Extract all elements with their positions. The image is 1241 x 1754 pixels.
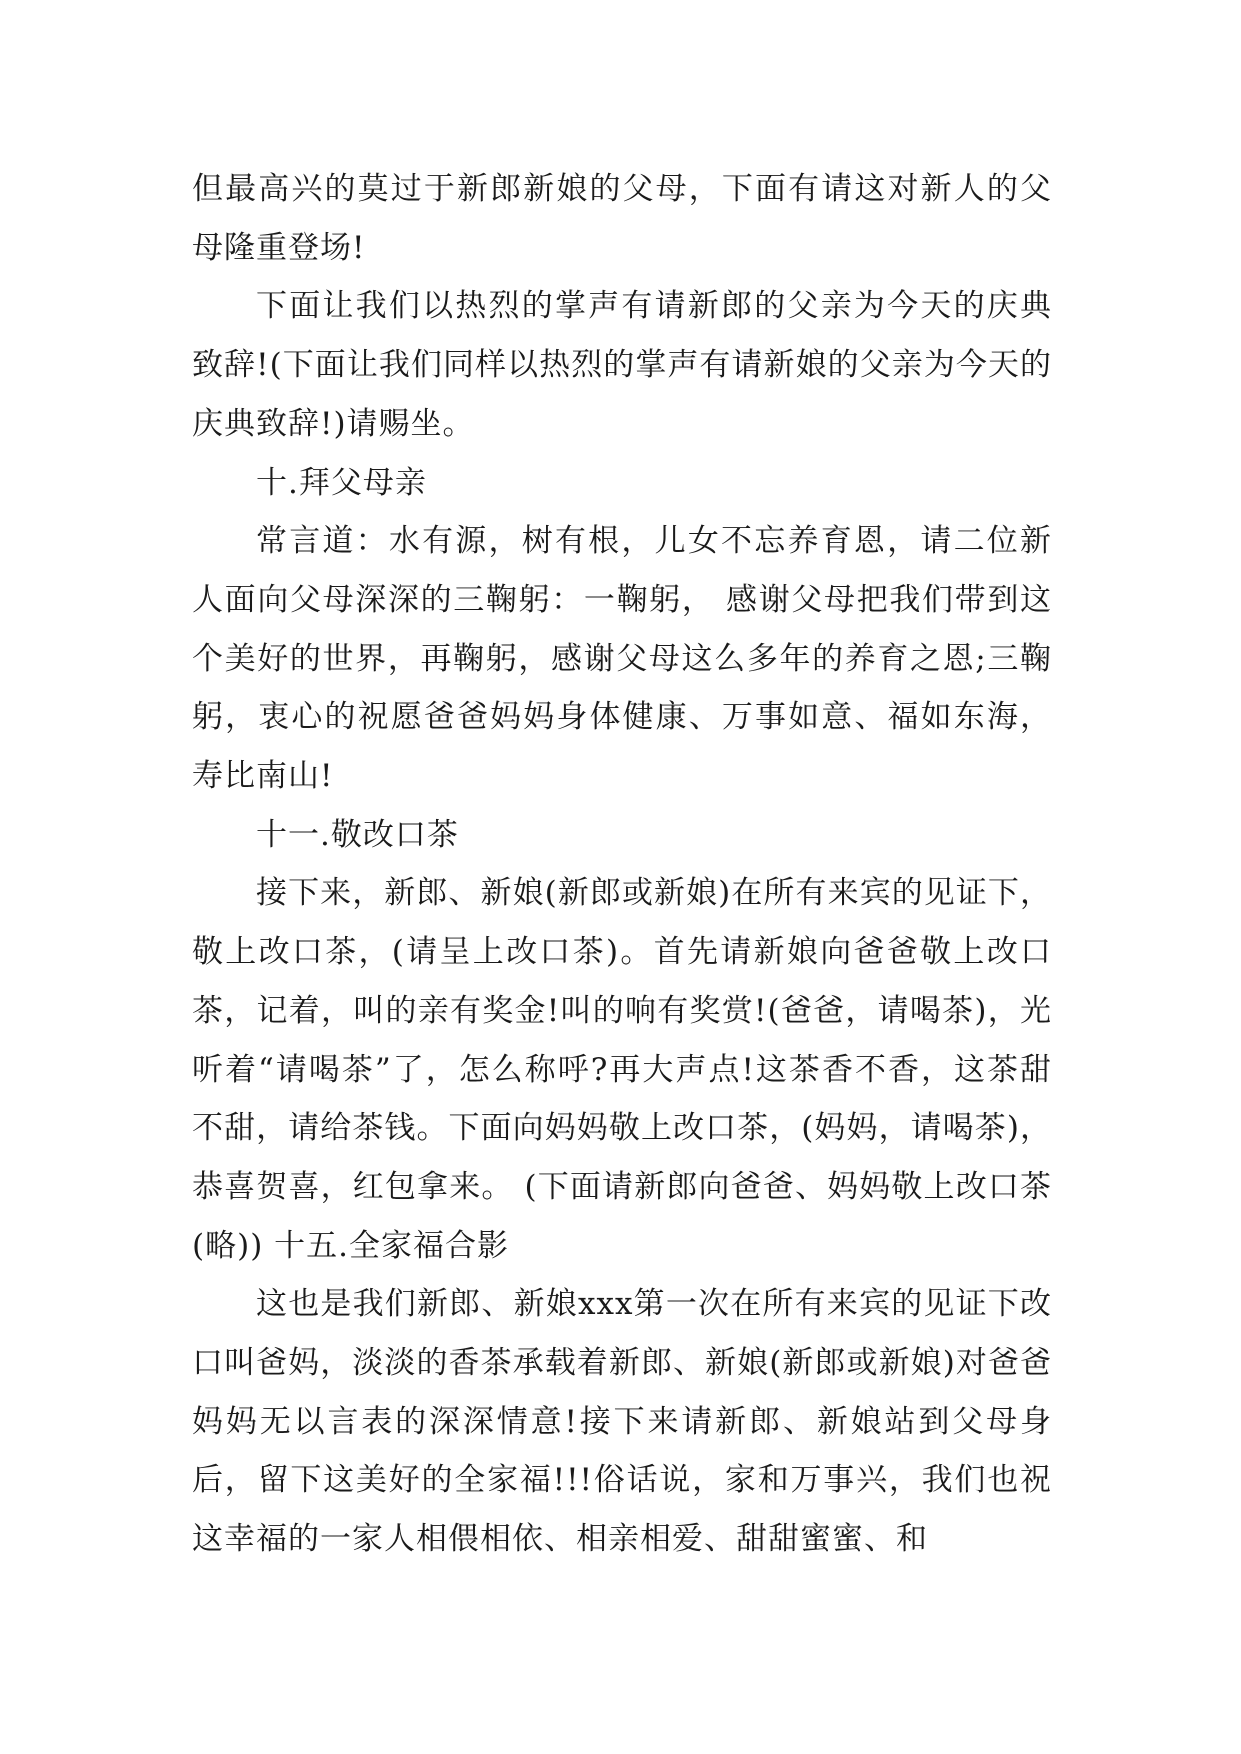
paragraph-bow: 常言道：水有源，树有根，儿女不忘养育恩，请二位新人面向父母深深的三鞠躬：一鞠躬， 感谢父母把我们带到这个美好的世界，再鞠躬，感谢父母这么多年的养育之恩;三鞠躬，衷心的祝愿爸爸妈妈身体健康、万事如意、福如东海，寿比南山! [192, 523, 1052, 795]
paragraph-family-photo: 这也是我们新郎、新娘xxx第一次在所有来宾的见证下改口叫爸妈，淡淡的香茶承载着新郎、新娘(新郎或新娘)对爸爸妈妈无以言表的深深情意!接下来请新郎、新娘站到父母身后，留下这美好的全家福!!!俗话说，家和万事兴，我们也祝这幸福的一家人相偎相依、相亲相爱、甜甜蜜蜜、和 [192, 1286, 1052, 1558]
paragraph-speech: 下面让我们以热烈的掌声有请新郎的父亲为今天的庆典致辞!(下面让我们同样以热烈的掌声有请新娘的父亲为今天的庆典致辞!)请赐坐。 [192, 288, 1052, 442]
paragraph-parents-intro: 但最高兴的莫过于新郎新娘的父母，下面有请这对新人的父母隆重登场! [192, 171, 1052, 266]
paragraph-tea: 接下来，新郎、新娘(新郎或新娘)在所有来宾的见证下，敬上改口茶，(请呈上改口茶)。首先请新娘向爸爸敬上改口茶，记着，叫的亲有奖金!叫的响有奖赏!(爸爸，请喝茶)，光听着“请喝茶”了，怎么称呼?再大声点!这茶香不香，这茶甜不甜，请给茶钱。下面向妈妈敬上改口茶，(妈妈，请喝茶)，恭喜贺喜，红包拿来。 (下面请新郎向爸爸、妈妈敬上改口茶(略)) 十五.全家福合影 [192, 875, 1052, 1264]
document-body [192, 160, 1052, 1569]
section-heading-10: 十.拜父母亲 [256, 464, 427, 501]
section-heading-11: 十一.敬改口茶 [256, 816, 459, 853]
